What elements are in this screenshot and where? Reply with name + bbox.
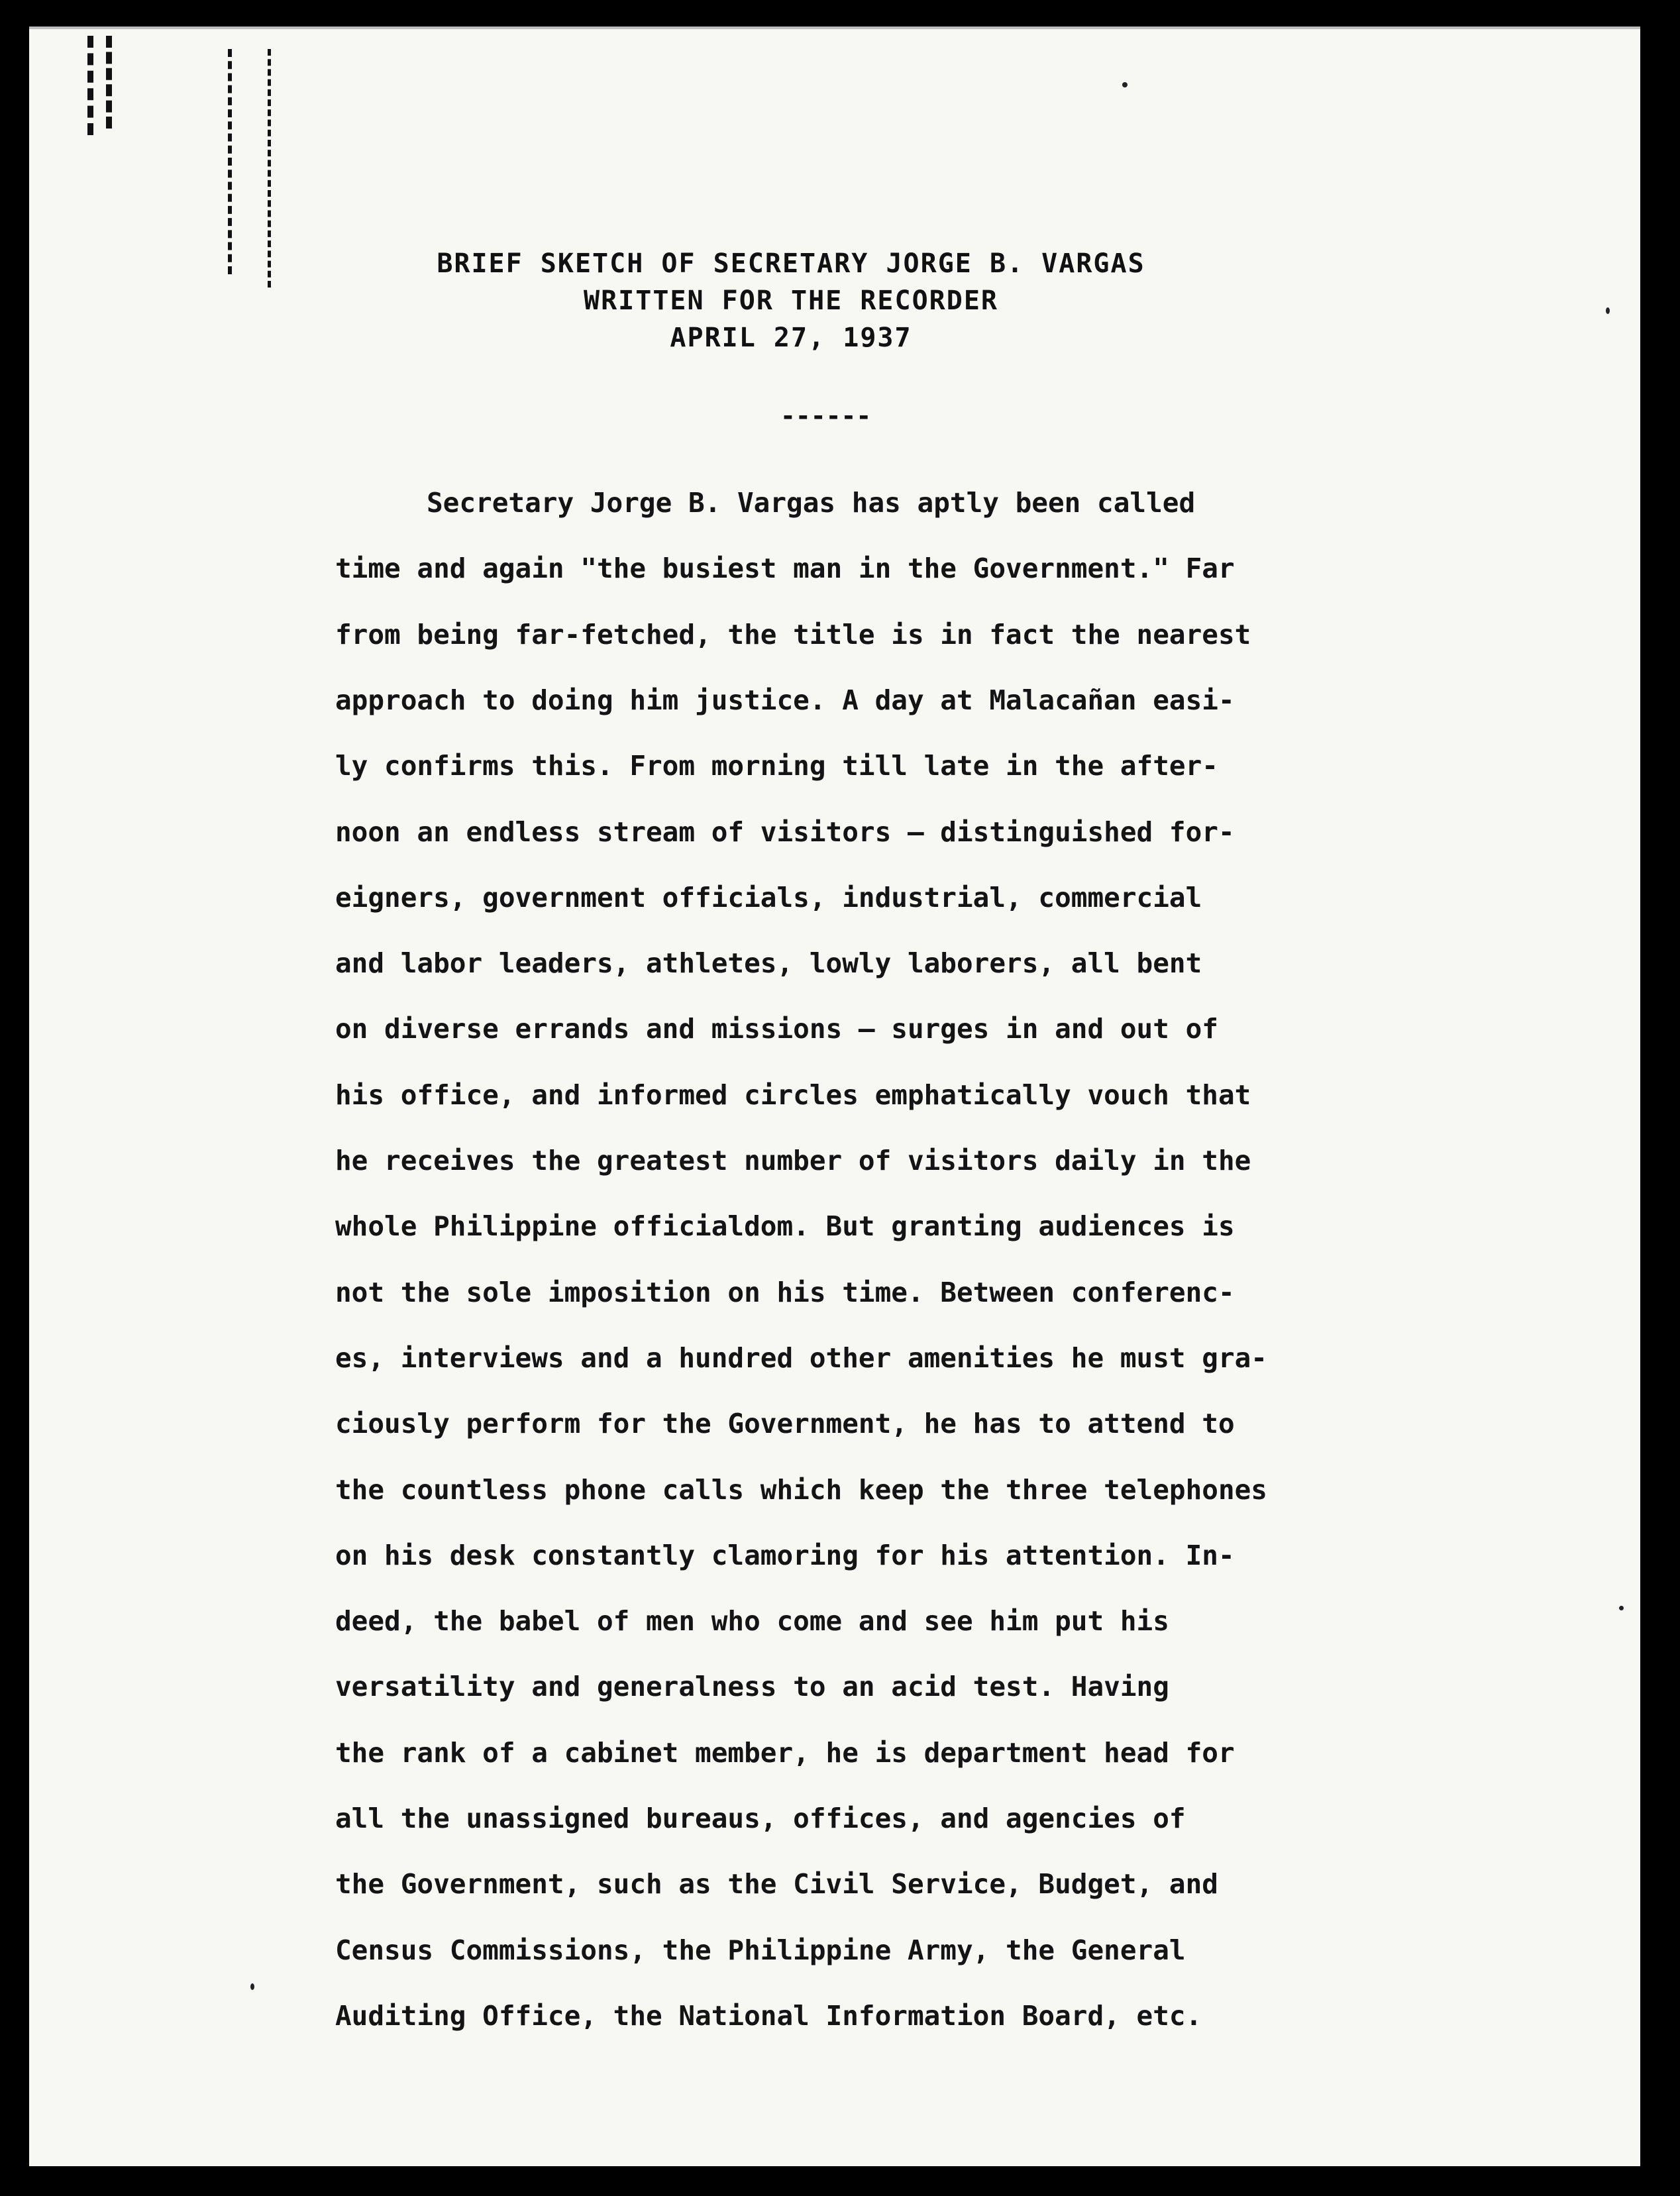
body-text-line: versatility and generalness to an acid test. Having [335, 1671, 1169, 1703]
staple-mark-right [228, 49, 232, 274]
body-text-line: he receives the greatest number of visitors daily in the [335, 1145, 1251, 1176]
body-text-line: not the sole imposition on his time. Between conferenc- [335, 1276, 1235, 1308]
body-text-line: the rank of a cabinet member, he is department head for [335, 1736, 1235, 1769]
body-text-line: noon an endless stream of visitors — distinguished for- [335, 815, 1235, 848]
staple-mark-middle [106, 36, 112, 129]
scan-speck [250, 1983, 254, 1990]
body-text-line: ciously perform for the Government, he has to attend to [335, 1408, 1235, 1440]
body-text-line: all the unassigned bureaus, offices, and agencies of [335, 1803, 1186, 1834]
title-line-1: BRIEF SKETCH OF SECRETARY JORGE B. VARGAS [437, 248, 1145, 279]
body-text-line: Secretary Jorge B. Vargas has aptly been called [427, 487, 1196, 519]
document-page [29, 29, 1640, 2166]
body-text-line: the countless phone calls which keep the three telephones [335, 1473, 1267, 1506]
body-text-line: eigners, government officials, industrial, commercial [335, 881, 1202, 914]
body-text-line: es, interviews and a hundred other amenities he must gra- [335, 1341, 1267, 1374]
body-text-line: time and again "the busiest man in the Government." Far [335, 552, 1235, 585]
body-text-line: Census Commissions, the Philippine Army, the General [335, 1934, 1186, 1966]
title-line-2: WRITTEN FOR THE RECORDER [584, 286, 998, 316]
title-date: APRIL 27, 1937 [670, 323, 912, 353]
scan-speck [1606, 307, 1610, 314]
body-text-line: his office, and informed circles emphatically vouch that [335, 1078, 1251, 1111]
title-separator: ------ [780, 401, 872, 431]
body-text-line: deed, the babel of men who come and see him put his [335, 1605, 1169, 1638]
body-text-line: from being far-fetched, the title is in fact the nearest [335, 618, 1251, 651]
body-text-line: and labor leaders, athletes, lowly laborers, all bent [335, 947, 1202, 980]
body-text-line: ly confirms this. From morning till late in the after- [335, 750, 1218, 782]
body-text-line: on his desk constantly clamoring for his attention. In- [335, 1539, 1235, 1571]
body-text-line: whole Philippine officialdom. But granting audiences is [335, 1210, 1235, 1243]
body-text-line: the Government, such as the Civil Service, Budget, and [335, 1868, 1218, 1901]
scan-speck [1619, 1606, 1624, 1610]
body-text-line: on diverse errands and missions — surges in and out of [335, 1013, 1218, 1045]
staple-mark-left [87, 36, 93, 135]
body-text-line: Auditing Office, the National Information Board, etc. [335, 1999, 1202, 2032]
body-text-line: approach to doing him justice. A day at Malacañan easi- [335, 684, 1235, 716]
scan-speck [1122, 82, 1128, 87]
